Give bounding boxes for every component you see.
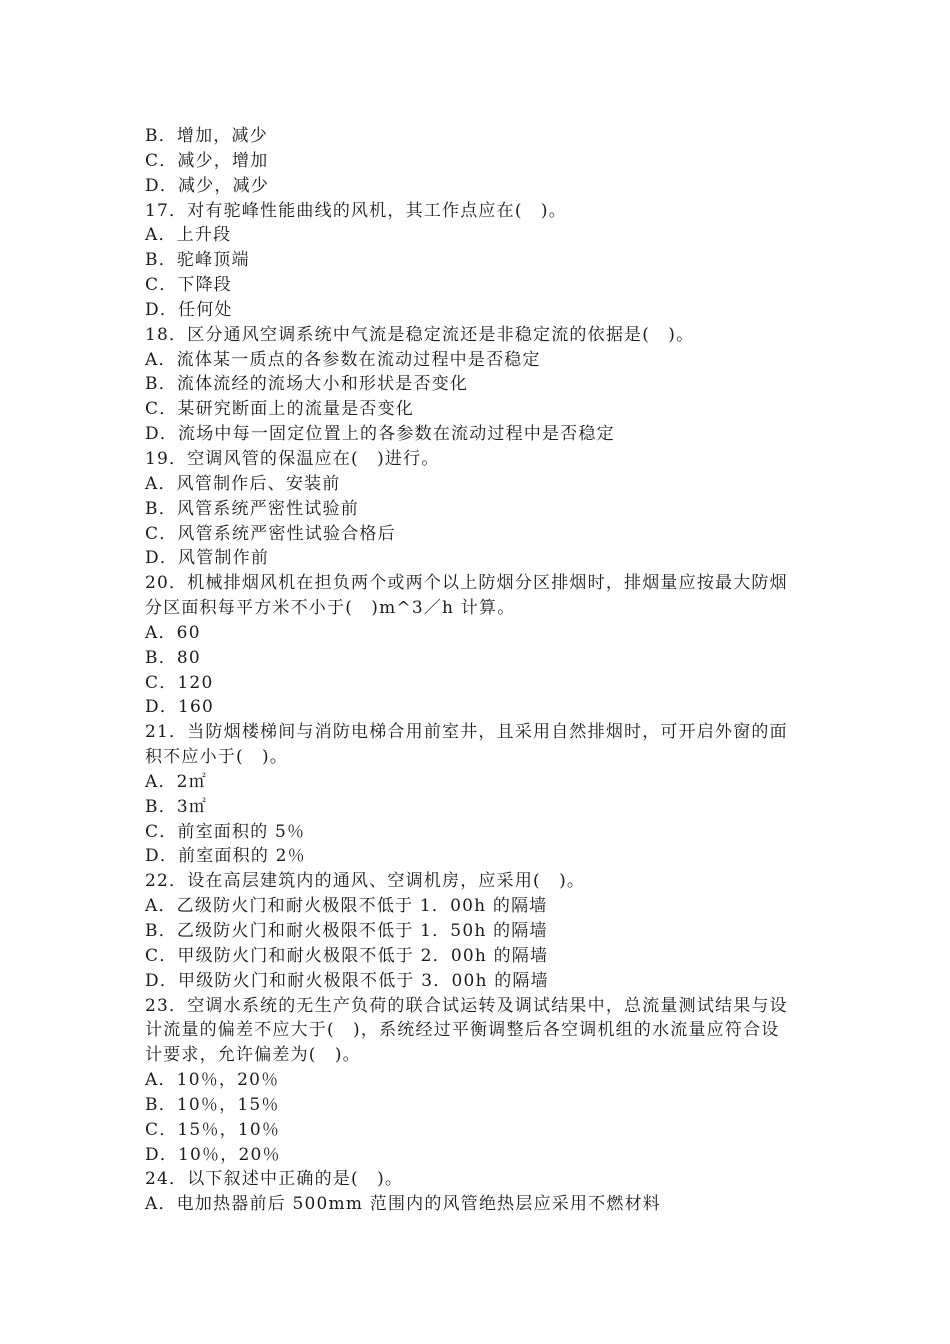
text-line: B．3㎡ xyxy=(145,796,208,817)
text-line: A．60 xyxy=(145,622,201,643)
text-line: C．前室面积的 5％ xyxy=(145,821,306,842)
text-line: 20．机械排烟风机在担负两个或两个以上防烟分区排烟时，排烟量应按最大防烟 xyxy=(145,573,788,594)
text-line: C．减少，增加 xyxy=(145,150,269,171)
text-line: 计要求，允许偏差为( )。 xyxy=(145,1045,361,1066)
text-line: 22．设在高层建筑内的通风、空调机房，应采用( )。 xyxy=(145,871,586,892)
text-line: D．减少，减少 xyxy=(145,175,270,196)
text-line: C．15％，10％ xyxy=(145,1119,281,1140)
text-line: 18．区分通风空调系统中气流是稳定流还是非稳定流的依据是( )。 xyxy=(145,324,695,345)
text-line: C．风管系统严密性试验合格后 xyxy=(145,523,396,544)
text-line: C．120 xyxy=(145,672,214,693)
text-line: 积不应小于( )。 xyxy=(145,747,289,768)
text-line: D．风管制作前 xyxy=(145,548,270,569)
text-line: B．增加，减少 xyxy=(145,126,268,146)
text-line: B．10％，15％ xyxy=(145,1094,280,1115)
text-line: 21．当防烟楼梯间与消防电梯合用前室井，且采用自然排烟时，可开启外窗的面 xyxy=(145,722,788,743)
text-line: B．流体流经的流场大小和形状是否变化 xyxy=(145,374,469,395)
text-line: A．风管制作后、安装前 xyxy=(145,473,341,494)
text-line: A．上升段 xyxy=(145,225,232,246)
text-line: C．甲级防火门和耐火极限不低于 2．00h 的隔墙 xyxy=(145,945,549,966)
text-line: 分区面积每平方米不小于( )m^3／h 计算。 xyxy=(145,598,516,619)
text-line: C．某研究断面上的流量是否变化 xyxy=(145,399,415,420)
text-line: 计流量的偏差不应大于( )，系统经过平衡调整后各空调机组的水流量应符合设 xyxy=(145,1020,780,1041)
text-line: 24．以下叙述中正确的是( )。 xyxy=(145,1169,404,1190)
text-line: A．2㎡ xyxy=(145,771,207,792)
text-line: C．下降段 xyxy=(145,275,233,296)
text-line: B．80 xyxy=(145,647,201,668)
text-line: 17．对有驼峰性能曲线的风机，其工作点应在( )。 xyxy=(145,200,567,221)
text-line: D．甲级防火门和耐火极限不低于 3．00h 的隔墙 xyxy=(145,970,549,991)
text-line: D．前室面积的 2％ xyxy=(145,846,306,867)
text-line: B．乙级防火门和耐火极限不低于 1．50h 的隔墙 xyxy=(145,921,548,941)
text-line: B．驼峰顶端 xyxy=(145,250,250,271)
text-line: 19．空调风管的保温应在( )进行。 xyxy=(145,448,440,469)
text-line: A．电加热器前后 500mm 范围内的风管绝热层应采用不燃材料 xyxy=(145,1194,661,1215)
text-line: D．任何处 xyxy=(145,299,233,320)
text-line: D．160 xyxy=(145,697,215,718)
text-line: D．流场中每一固定位置上的各参数在流动过程中是否稳定 xyxy=(145,424,615,445)
text-line: A．流体某一质点的各参数在流动过程中是否稳定 xyxy=(145,349,541,370)
document-body xyxy=(145,124,815,1217)
text-line: A．乙级防火门和耐火极限不低于 1．00h 的隔墙 xyxy=(145,896,548,917)
text-line: A．10％，20％ xyxy=(145,1070,280,1091)
text-line: D．10％，20％ xyxy=(145,1144,281,1165)
text-line: 23．空调水系统的无生产负荷的联合试运转及调试结果中，总流量测试结果与设 xyxy=(145,995,788,1016)
text-line: B．风管系统严密性试验前 xyxy=(145,498,359,519)
